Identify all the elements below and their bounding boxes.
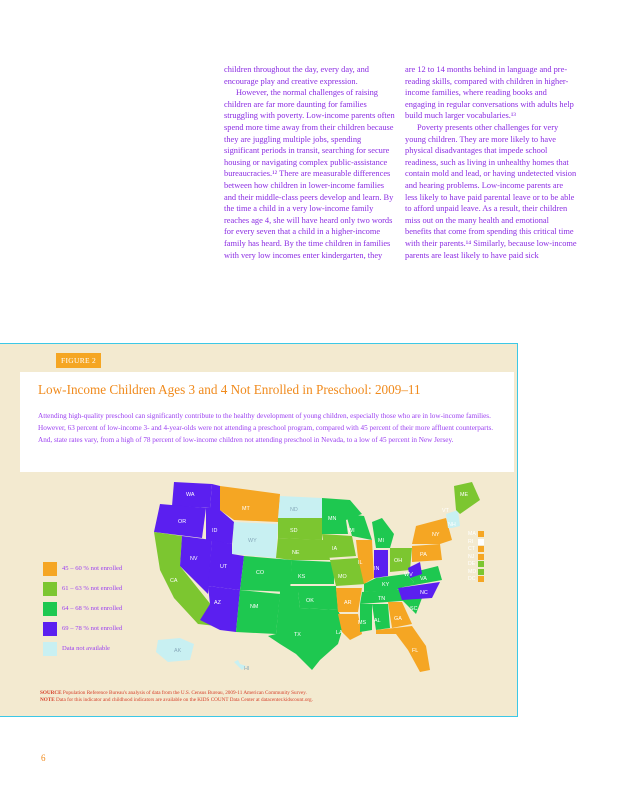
state-NM [236,590,280,634]
state-label: OK [306,598,314,604]
state-label: SC [410,606,418,612]
state-label: LA [336,630,343,636]
state-label: SD [290,528,298,534]
legend-label: 69 – 78 % not enrolled [62,625,123,632]
legend-swatch [43,642,57,656]
state-label: AL [374,618,381,624]
figure-label: FIGURE 2 [56,353,101,368]
state-label: ID [212,528,218,534]
state-label: NH [448,522,456,528]
paragraph: Poverty presents other challenges for very young children. They are more likely to have physical disadvantages that impede school readiness, such as living in unhealthy homes that contain mold and lead, or having undetected vision and hearing problems. Low-income parents are less likely to have paid parental leave or to be able to afford unpaid leave. As a result, their children miss out on the many health and emotional benefits that come from spending this critical time with their parents.¹⁴ Similarly, because low-income parents are least likely to have paid sick [405,122,577,260]
note-line [40,697,313,704]
state-label: MT [242,506,250,512]
state-label: WV [404,572,413,578]
state-label: MI [378,538,384,544]
state-label: HI [244,666,250,672]
state-label: TX [294,632,301,638]
us-choropleth-map [150,474,482,674]
body-column-left [224,64,396,261]
small-state-swatch [478,576,484,582]
state-label: AR [344,600,352,606]
state-label: PA [420,552,427,558]
state-label: IL [358,560,363,566]
state-label: VT [442,508,449,514]
small-state-swatch [478,546,484,552]
small-state-label: RI [468,538,474,545]
source-label: SOURCE [40,690,62,696]
state-label: NY [432,532,440,538]
paragraph: However, the normal challenges of raising children are far more daunting for families struggling with poverty. Low-income parents often spend more time away from their children because they are juggling multiple jobs, spending significant periods in transit, searching for secure housing or navigating complex public-assistance bureaucracies.¹² There are measurable differences between how children in lower-income families and their middle-class peers develop and learn. By the time a child in a very low-income family reaches age 4, she will have heard only two words for every seven that a child in a higher-income family has heard. By the time children in families with very low incomes enter kindergarten, they [224,88,395,260]
state-label: MO [338,574,347,580]
state-label: MS [358,620,367,626]
state-label: KY [382,582,390,588]
legend-label: 64 – 68 % not enrolled [62,605,123,612]
state-NY [412,518,452,544]
note-text: Data for this indicator and childhood indicators are available on the KIDS COUNT Data Center at datacenter.kidscount.org. [56,697,313,704]
state-label: OH [394,558,403,564]
small-state-label: MA [468,531,476,537]
state-label: WA [186,492,195,498]
legend-swatch [43,562,57,576]
paragraph: are 12 to 14 months behind in language and pre-reading skills, compared with children in higher-income families, where reading books and engaging in regular conversations with adults help build much larger vocabularies.¹³ [405,65,574,121]
legend-label: Data not available [62,645,110,652]
state-label: ME [460,492,469,498]
state-IA [322,534,356,558]
figure-title: Low-Income Children Ages 3 and 4 Not Enrolled in Preschool: 2009–11 [38,382,421,397]
state-label: IA [332,546,338,552]
state-MS [360,604,372,632]
state-label: VA [420,576,427,582]
legend-swatch [43,602,57,616]
legend-swatch [43,622,57,636]
body-column-right [405,64,577,261]
small-state-label: DE [468,561,476,567]
legend-swatch [43,582,57,596]
state-ND [278,496,322,518]
state-label: NE [292,550,300,556]
small-state-label: DC [468,576,476,582]
legend-label: 61 – 63 % not enrolled [62,585,123,592]
state-label: GA [394,616,402,622]
state-label: TN [378,596,386,602]
state-label: UT [220,564,228,570]
state-label: OR [178,519,187,525]
state-label: MN [328,516,337,522]
paragraph: children throughout the day, every day, and encourage play and creative expression. [224,65,369,86]
state-PA [412,544,442,562]
state-MT [220,486,280,522]
state-label: NV [190,556,198,562]
state-label: AZ [214,600,221,606]
note-label: NOTE [40,697,55,704]
state-LA [338,614,362,640]
page-number: 6 [41,753,46,763]
small-state-swatch [478,569,484,575]
state-IN [374,550,388,578]
figure-source [40,690,313,705]
state-label: ND [290,507,298,513]
source-text: Population Reference Bureau's analysis of data from the U.S. Census Bureau, 2009-11 American Community Survey. [62,690,307,696]
small-state-swatch [478,554,484,560]
small-state-swatch [478,539,484,545]
legend-label: 45 – 60 % not enrolled [62,565,123,572]
state-ME [454,482,480,514]
state-NE [276,538,330,560]
state-label: KS [298,574,306,580]
figure-caption: Attending high-quality preschool can significantly contribute to the healthy development of young children, especially those who are in low-income families. However, 63 percent of low-income 3- and 4-year-olds were not attending a preschool program, compared with 45 percent of their more affluent counterparts. And, state rates vary, from a high of 78 percent of low-income children not attending preschool in Nevada, to a low of 45 percent in New Jersey. [38,412,494,445]
state-label: CO [256,570,265,576]
state-label: WI [348,528,355,534]
small-state-label: NJ [468,553,475,560]
state-label: NC [420,590,428,596]
state-AL [372,604,390,630]
state-label: NM [250,604,259,610]
state-label: FL [412,648,419,654]
small-state-swatch [478,561,484,567]
state-FL [376,626,430,672]
state-label: AK [174,648,182,654]
small-state-swatch [478,531,484,537]
small-state-label: CT [468,546,475,552]
state-label: CA [170,578,178,584]
small-state-label: MD [468,568,477,575]
state-KS [290,560,334,584]
figure-header-box [20,372,514,472]
state-label: WY [248,538,257,544]
state-SD [278,518,322,540]
state-label: IN [374,566,380,572]
